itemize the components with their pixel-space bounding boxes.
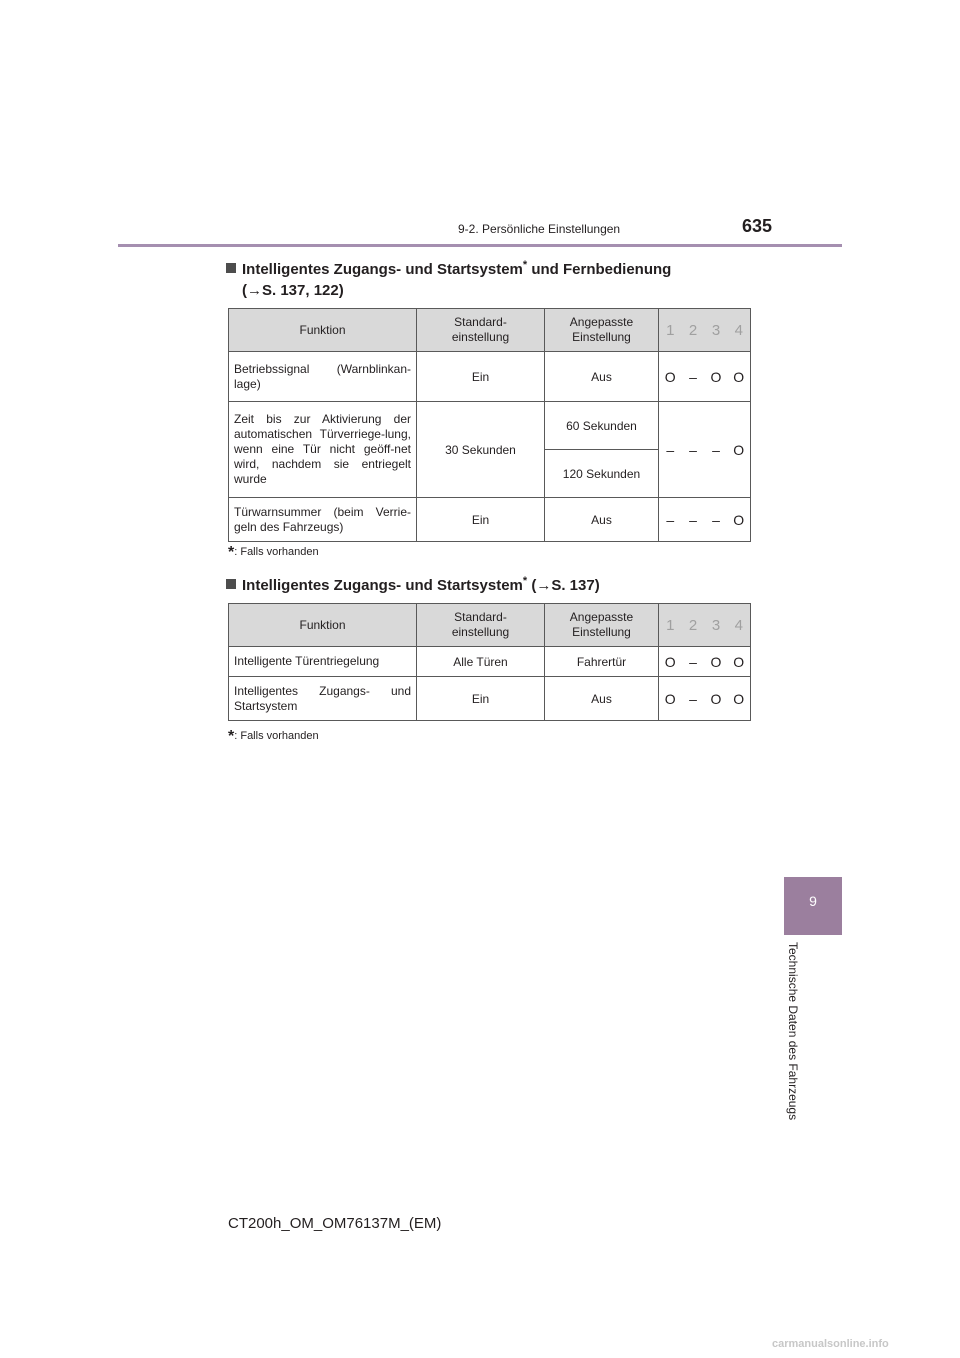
column-header-method-1: 1 — [659, 309, 682, 352]
square-bullet-icon — [226, 263, 236, 273]
table-header-row — [229, 309, 751, 352]
method-3-cell: – — [705, 402, 728, 498]
watermark: carmanualsonline.info — [772, 1338, 889, 1350]
section-heading-1 — [226, 255, 671, 301]
chapter-title: 9-2. Persönliche Einstellungen — [458, 222, 621, 236]
footnote-text: : Falls vorhanden — [234, 546, 319, 558]
table-row — [229, 402, 751, 450]
column-header-method-1: 1 — [659, 604, 682, 647]
method-4-cell: O — [728, 677, 751, 721]
table-header-row — [229, 604, 751, 647]
function-cell: Betriebssignal (Warnblinkan-lage) — [229, 352, 417, 402]
function-cell: Türwarnsummer (beim Verrie-geln des Fahrzeugs) — [229, 498, 417, 542]
column-header-function: Funktion — [229, 604, 417, 647]
table-row — [229, 352, 751, 402]
method-1-cell: – — [659, 498, 682, 542]
default-cell: 30 Sekunden — [417, 402, 545, 498]
table-row — [229, 498, 751, 542]
custom-cell: Fahrertür — [545, 647, 659, 677]
page-number: 635 — [742, 216, 773, 236]
column-header-method-4: 4 — [728, 309, 751, 352]
column-header-method-2: 2 — [682, 604, 705, 647]
column-header-method-2: 2 — [682, 309, 705, 352]
footnote-star: * — [228, 728, 235, 745]
table-row — [229, 647, 751, 677]
function-cell: Intelligentes Zugangs- und Startsystem — [229, 677, 417, 721]
section-heading-2 — [226, 571, 600, 596]
method-2-cell: – — [682, 647, 705, 677]
column-header-custom: Angepasste Einstellung — [545, 604, 659, 647]
section-heading-1-reference[interactable]: (→S. 137, 122) — [242, 282, 344, 299]
custom-cell: Aus — [545, 352, 659, 402]
document-code: CT200h_OM_OM76137M_(EM) — [228, 1215, 442, 1232]
function-cell: Zeit bis zur Aktivierung der automatischen Türverriege-lung, wenn eine Tür nicht geöff-net wird, nachdem sie entriegelt wurde — [229, 402, 417, 498]
column-header-default: Standard- einstellung — [417, 604, 545, 647]
method-4-cell: O — [728, 647, 751, 677]
method-2-cell: – — [682, 402, 705, 498]
default-cell: Ein — [417, 498, 545, 542]
column-header-method-3: 3 — [705, 604, 728, 647]
custom-cell: Aus — [545, 677, 659, 721]
footnote-text: : Falls vorhanden — [234, 730, 319, 742]
method-2-cell: – — [682, 498, 705, 542]
function-cell: Intelligente Türentriegelung — [229, 647, 417, 677]
method-3-cell: O — [705, 647, 728, 677]
method-1-cell: – — [659, 402, 682, 498]
section-heading-1-text: Intelligentes Zugangs- und Startsystem — [242, 261, 523, 278]
column-header-function: Funktion — [229, 309, 417, 352]
square-bullet-icon — [226, 579, 236, 589]
method-3-cell: – — [705, 498, 728, 542]
footnote-star: * — [228, 544, 235, 561]
section-heading-2-text: Intelligentes Zugangs- und Startsystem — [242, 577, 523, 594]
custom-cell: 60 Sekunden — [545, 402, 659, 450]
chapter-tab[interactable] — [784, 877, 842, 935]
section-heading-2-reference[interactable]: (→S. 137) — [527, 577, 600, 594]
footnote-star: * — [522, 259, 528, 271]
column-header-method-4: 4 — [728, 604, 751, 647]
default-cell: Ein — [417, 677, 545, 721]
method-4-cell: O — [728, 352, 751, 402]
column-header-method-3: 3 — [705, 309, 728, 352]
method-2-cell: – — [682, 352, 705, 402]
column-header-default: Standard- einstellung — [417, 309, 545, 352]
chapter-tab-number: 9 — [809, 893, 817, 909]
method-1-cell: O — [659, 352, 682, 402]
settings-table-2 — [228, 603, 751, 721]
default-cell: Alle Türen — [417, 647, 545, 677]
table-row — [229, 677, 751, 721]
column-header-custom: Angepasste Einstellung — [545, 309, 659, 352]
footnote-2 — [228, 728, 319, 746]
footnote-star: * — [522, 575, 528, 587]
footnote-1 — [228, 544, 319, 562]
method-4-cell: O — [728, 498, 751, 542]
method-4-cell: O — [728, 402, 751, 498]
method-2-cell: – — [682, 677, 705, 721]
method-1-cell: O — [659, 677, 682, 721]
header-divider — [118, 244, 842, 247]
section-heading-1-tail: und Fernbedienung — [527, 261, 672, 278]
method-3-cell: O — [705, 677, 728, 721]
method-3-cell: O — [705, 352, 728, 402]
custom-cell: Aus — [545, 498, 659, 542]
settings-table-1 — [228, 308, 751, 542]
method-1-cell: O — [659, 647, 682, 677]
custom-cell: 120 Sekunden — [545, 450, 659, 498]
chapter-tab-label: Technische Daten des Fahrzeugs — [786, 942, 800, 1121]
default-cell: Ein — [417, 352, 545, 402]
